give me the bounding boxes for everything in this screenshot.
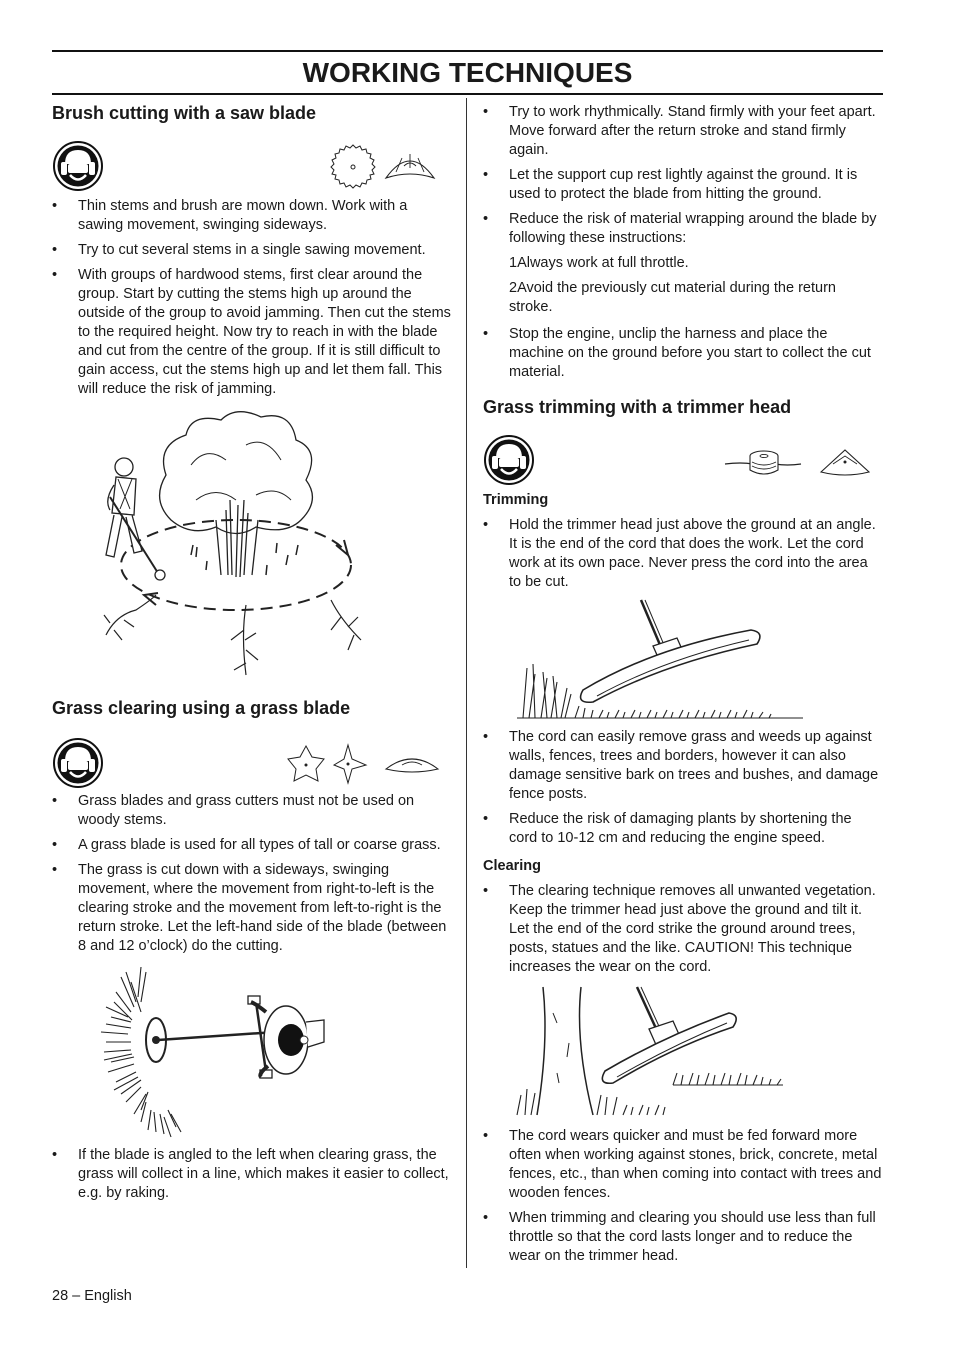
helmet-visor-ear-protection-icon	[52, 737, 104, 789]
grass-blade-icon	[286, 743, 390, 785]
list-item: • Let the support cup rest lightly against the ground. It is used to protect the blade from hitting the ground.	[483, 166, 883, 204]
title-rule-top	[52, 50, 883, 52]
trimmer-head-icon	[723, 444, 803, 482]
trimming-illustration	[513, 598, 813, 722]
list-item: • The clearing technique removes all unwanted vegetation. Keep the trimmer head just above the ground and tilt it. Let the end of the cord strike the ground around trees, posts, statues and the like. CAUTION! This technique increases the wear on the cord.	[483, 882, 883, 977]
grass-blade-clearing-illustration	[86, 962, 326, 1142]
list-item: • Stop the engine, unclip the harness and place the machine on the ground before you start to collect the cut material.	[483, 325, 883, 382]
page-footer: 28 – English	[52, 1288, 132, 1304]
clearing-illustration	[513, 983, 813, 1123]
list-item: • The grass is cut down with a sideways, swinging movement, where the movement from right-to-left is the clearing stroke and the movement from left-to-right is the return stroke. Let the left-hand side of the blade (between 8 and 12 o’clock) do the cutting.	[52, 861, 452, 956]
right-column	[483, 103, 883, 1272]
heading-grass-blade: Grass clearing using a grass blade	[52, 698, 351, 718]
list-item: • The cord wears quicker and must be fed forward more often when working against stones, brick, concrete, metal fences, etc., than when coming into contact with trees and wooden fences.	[483, 1127, 883, 1203]
helmet-visor-ear-protection-icon	[52, 140, 104, 192]
list-item: • Reduce the risk of damaging plants by shortening the cord to 10-12 cm and reducing the engine speed.	[483, 810, 883, 848]
title-rule-bottom	[52, 93, 883, 95]
icon-row-trimmer-head	[483, 434, 883, 488]
list-item: • Try to work rhythmically. Stand firmly with your feet apart. Move forward after the return stroke and stand firmly again.	[483, 103, 883, 160]
blade-guard-icon	[384, 751, 440, 779]
icon-row-grass-blade	[52, 737, 452, 791]
saw-blade-bullets-continued	[483, 103, 883, 248]
list-item: • Reduce the risk of material wrapping around the blade by following these instructions:	[483, 210, 883, 248]
blade-guard-icon	[819, 446, 871, 480]
list-item: • The cord can easily remove grass and weeds up against walls, fences, trees and borders, however it can also damage sensitive bark on trees and bushes, and damage fence posts.	[483, 728, 883, 804]
icon-row-saw-blade	[52, 140, 452, 194]
blade-guard-icon	[382, 148, 438, 186]
list-item: • If the blade is angled to the left when clearing grass, the grass will collect in a line, which makes it easier to collect, e.g. by raking.	[52, 1146, 452, 1203]
saw-blade-clearing-illustration	[96, 405, 386, 695]
page-title: WORKING TECHNIQUES	[302, 57, 633, 88]
clearing-bullets-after	[483, 1127, 883, 1266]
grass-blade-bullets	[52, 792, 452, 956]
list-item: • With groups of hardwood stems, first clear around the group. Start by cutting the stems high up around the outside of the group to avoid jamming. Then cut the stems to the required height. Now try to reach in with the blade and cut from the centre of the group. If it is still difficult to gain access, cut the stems high up and let them fall. This will reduce the risk of jamming.	[52, 266, 452, 399]
list-item: • When trimming and clearing you should use less than full throttle so that the cord lasts longer and to reduce the wear on the trimmer head.	[483, 1209, 883, 1266]
heading-trimming: Trimming	[483, 492, 549, 508]
left-column	[52, 100, 452, 1209]
trimming-bullets-after	[483, 728, 883, 848]
clearing-bullets	[483, 882, 883, 977]
heading-saw-blade: Brush cutting with a saw blade	[52, 103, 317, 123]
saw-blade-bullets-after	[483, 325, 883, 382]
column-divider	[466, 98, 467, 1268]
heading-clearing: Clearing	[483, 858, 542, 874]
trimming-bullets	[483, 516, 883, 592]
list-item: • Grass blades and grass cutters must not be used on woody stems.	[52, 792, 452, 830]
list-item: • Hold the trimmer head just above the ground at an angle. It is the end of the cord that does the work. Let the cord work at its own pace. Never press the cord into the area to be cut.	[483, 516, 883, 592]
list-item: • Thin stems and brush are mown down. Work with a sawing movement, swinging sideways.	[52, 197, 452, 235]
heading-trimmer-head: Grass trimming with a trimmer head	[483, 397, 792, 417]
saw-blade-bullets	[52, 197, 452, 399]
grass-blade-bullets-after	[52, 1146, 452, 1203]
helmet-visor-ear-protection-icon	[483, 434, 535, 486]
step-2: 2Avoid the previously cut material during the return stroke.	[509, 280, 836, 315]
list-item: • Try to cut several stems in a single sawing movement.	[52, 241, 452, 260]
saw-blade-icon	[328, 142, 378, 190]
list-item: • A grass blade is used for all types of tall or coarse grass.	[52, 836, 452, 855]
step-1: 1Always work at full throttle.	[509, 255, 689, 271]
